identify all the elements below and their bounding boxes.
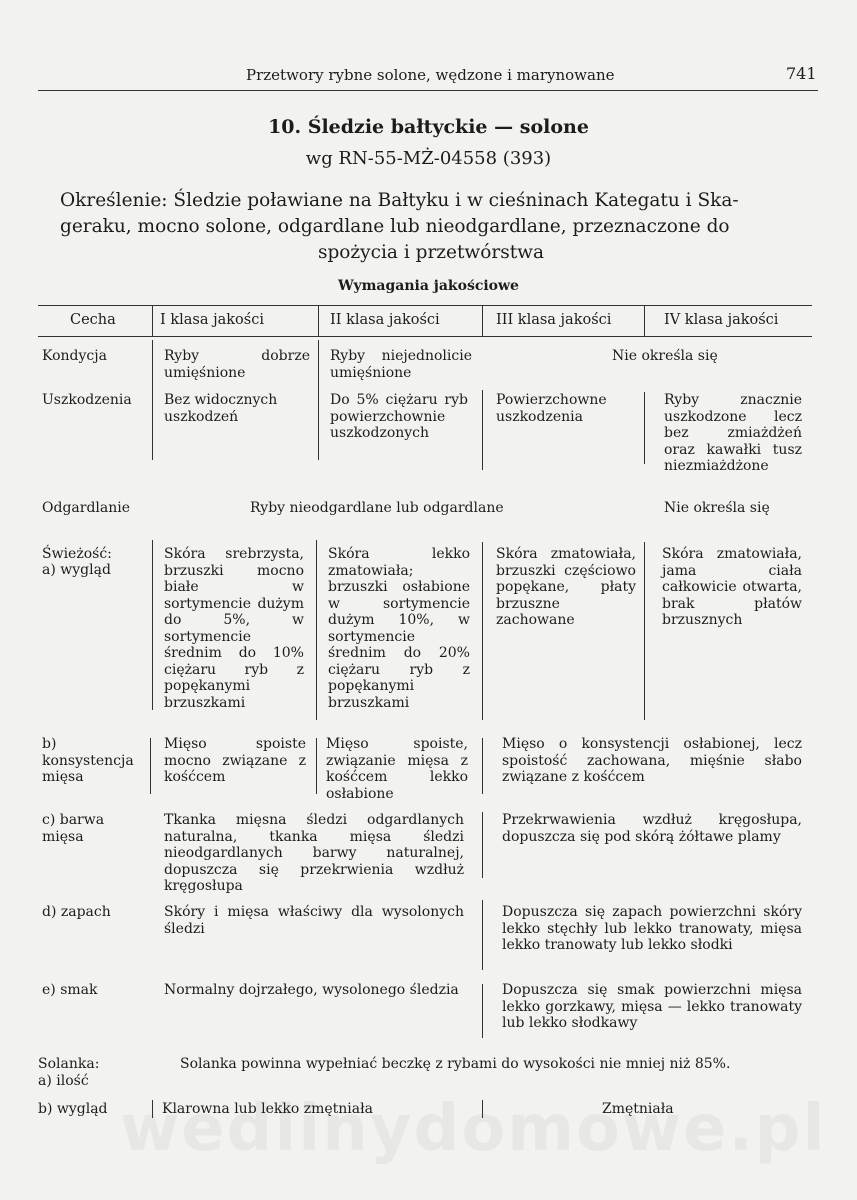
col-separator <box>644 306 645 336</box>
row-sublabel-wyglad: a) wygląd <box>42 562 111 578</box>
column-header: II klasa jakości <box>330 312 440 328</box>
col-line <box>152 1100 153 1118</box>
column-header: I klasa jakości <box>160 312 264 328</box>
col-line <box>482 1100 483 1118</box>
row-label-solanka-wyglad: b) wygląd <box>38 1101 108 1117</box>
table-header-rule <box>38 336 812 337</box>
cell-barwa-iii-iv: Przekrwawienia wzdłuż kręgosłupa, dopuszcza się pod skórą żółtawe plamy <box>502 812 802 845</box>
row-label-solanka: Solanka: <box>38 1056 100 1072</box>
col-separator <box>318 306 319 336</box>
row-label-barwa: c) barwa mięsa <box>42 812 105 845</box>
col-line <box>316 540 317 720</box>
cell-uszkodzenia-iii: Powierzchowne uszkodzenia <box>496 392 607 425</box>
col-line <box>316 738 317 794</box>
cell-odgardlanie-i-iii: Ryby nieodgardlane lub odgardlane <box>250 500 504 516</box>
cell-kondycja-ii: Ryby niejednolicie umięśnione <box>330 348 472 381</box>
col-line <box>150 738 151 794</box>
definition-line-3: spożycia i przetwórstwa <box>317 242 545 263</box>
col-line <box>482 984 483 1038</box>
page-number: 741 <box>786 64 817 83</box>
cell-konsystencja-iii-iv: Mięso o konsystencji osłabionej, lecz spoistość zachowana, mięśnie słabo związane z kośćcem <box>502 736 802 785</box>
cell-barwa-i-ii: Tkanka mięsna śledzi odgardlanych naturalna, tkanka mięsa śledzi nieodgardlanych barwy naturalnej, dopuszcza się przekrwienia wzdłuż kręgosłupa <box>164 812 464 894</box>
col-line <box>318 340 319 460</box>
row-label-swiezosc: Świeżość: <box>42 546 112 562</box>
row-label-uszkodzenia: Uszkodzenia <box>42 392 132 408</box>
cell-solanka-wyglad-iii-iv: Zmętniała <box>602 1101 674 1117</box>
cell-swiezosc-ii: Skóra lekko zmatowiała; brzuszki osłabione w sortymencie dużym 10%, w sortymencie średnim do 20% ciężaru ryb z popękanymi brzuszkami <box>328 546 470 711</box>
definition <box>60 188 802 266</box>
row-label-konsystencja: b) konsystencja mięsa <box>42 736 134 785</box>
cell-zapach-iii-iv: Dopuszcza się zapach powierzchni skóry lekko stęchły lub lekko tranowaty, mięsa lekko tranowaty lub lekko słodki <box>502 904 802 953</box>
cell-swiezosc-iii: Skóra zmatowiała, brzuszki częściowo popękane, płaty brzuszne zachowane <box>496 546 636 628</box>
row-label-smak: e) smak <box>42 982 98 998</box>
col-line <box>482 738 483 794</box>
header-rule <box>38 90 818 91</box>
col-separator <box>482 306 483 336</box>
cell-kondycja-i: Ryby dobrze umięśnione <box>164 348 310 381</box>
col-line <box>482 900 483 970</box>
cell-swiezosc-i: Skóra srebrzysta, brzuszki mocno białe w sortymencie dużym do 5%, w sortymencie średnim do 10% ciężaru ryb z popękanymi brzuszkami <box>164 546 304 711</box>
row-label-odgardlanie: Odgardlanie <box>42 500 131 516</box>
column-header: IV klasa jakości <box>664 312 779 328</box>
column-header: III klasa jakości <box>496 312 612 328</box>
section-title: 10. Śledzie bałtyckie — solone <box>268 116 589 138</box>
col-separator <box>152 306 153 336</box>
row-label-kondycja: Kondycja <box>42 348 107 364</box>
table-title: Wymagania jakościowe <box>338 278 519 294</box>
running-title: Przetwory rybne solone, wędzone i marynowane <box>246 66 615 84</box>
cell-kondycja-iii-iv: Nie określa się <box>612 348 718 364</box>
standard-number: wg RN-55-MŻ-04558 (393) <box>305 148 552 169</box>
cell-odgardlanie-iv: Nie określa się <box>664 500 770 516</box>
col-line <box>644 392 645 464</box>
cell-uszkodzenia-ii: Do 5% ciężaru ryb powierzchownie uszkodzonych <box>330 392 468 441</box>
col-line <box>482 812 483 878</box>
cell-smak-iii-iv: Dopuszcza się smak powierzchni mięsa lekko gorzkawy, mięsa — lekko tranowaty lub lekko słodkawy <box>502 982 802 1031</box>
row-label-zapach: d) zapach <box>42 904 111 920</box>
row-sublabel-ilosc: a) ilość <box>38 1073 89 1089</box>
cell-konsystencja-ii: Mięso spoiste, związanie mięsa z kośćcem lekko osłabione <box>326 736 468 802</box>
col-line <box>482 390 483 470</box>
cell-uszkodzenia-i: Bez widocznych uszkodzeń <box>164 392 278 425</box>
column-header: Cecha <box>70 312 116 328</box>
cell-uszkodzenia-iv: Ryby znacznie uszkodzone lecz bez zmiażdżeń oraz kawałki tusz niezmiażdżone <box>664 392 802 474</box>
col-line <box>152 340 153 460</box>
cell-smak-i-ii: Normalny dojrzałego, wysolonego śledzia <box>164 982 459 998</box>
cell-zapach-i-ii: Skóry i mięsa właściwy dla wysolonych śledzi <box>164 904 464 937</box>
col-line <box>644 542 645 720</box>
cell-solanka-ilosc: Solanka powinna wypełniać beczkę z rybami do wysokości nie mniej niż 85%. <box>180 1056 731 1072</box>
definition-line-2: geraku, mocno solone, odgardlane lub nieodgardlane, przeznaczone do <box>60 216 730 237</box>
cell-konsystencja-i: Mięso spoiste mocno związane z kośćcem <box>164 736 306 785</box>
col-line <box>152 540 153 710</box>
col-line <box>482 542 483 720</box>
cell-swiezosc-iv: Skóra zmatowiała, jama ciała całkowicie otwarta, brak płatów brzusznych <box>662 546 802 628</box>
table-top-rule <box>38 305 812 306</box>
cell-solanka-wyglad-i-ii: Klarowna lub lekko zmętniała <box>162 1101 374 1117</box>
definition-line-1: Określenie: Śledzie poławiane na Bałtyku i w cieśninach Kategatu i Ska- <box>60 190 739 211</box>
